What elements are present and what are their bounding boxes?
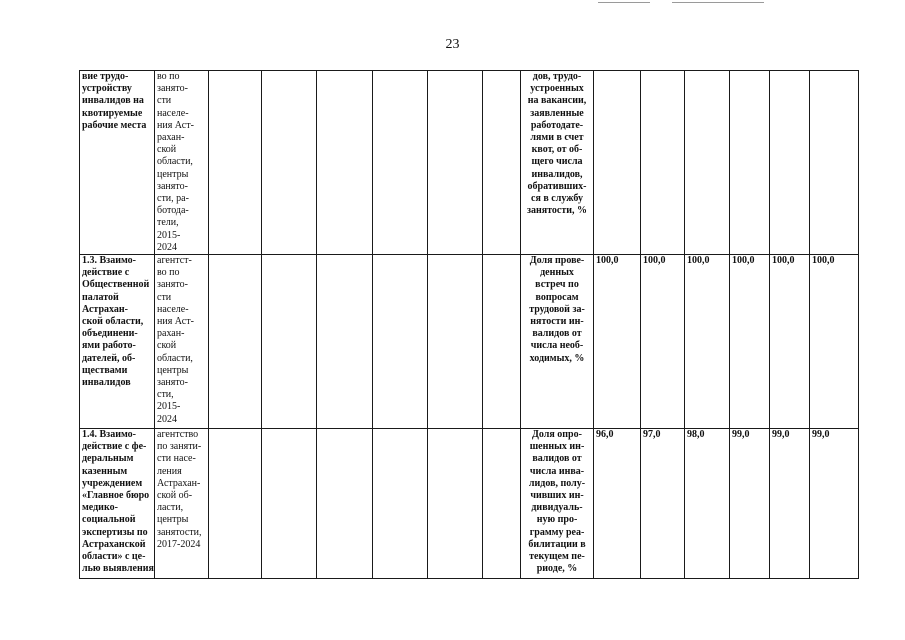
indicator-line: заявленные xyxy=(530,107,584,119)
executor-line: центры xyxy=(157,364,189,376)
value-cell: 99,0 xyxy=(770,429,810,579)
value-cell xyxy=(730,71,770,255)
indicator-line: Доля прове- xyxy=(529,255,585,267)
task-line: 1.4. Взаимо- xyxy=(82,429,136,441)
task-line: деральным xyxy=(82,453,134,465)
executor-cell xyxy=(155,71,209,255)
executor-line: населе- xyxy=(157,107,189,119)
task-line: ской области, xyxy=(82,316,144,328)
task-line: рабочие места xyxy=(82,119,147,131)
task-line: лью выявления xyxy=(82,563,154,575)
header-line-left xyxy=(598,2,650,3)
page-number: 23 xyxy=(445,37,460,52)
task-cell xyxy=(80,429,155,579)
indicator-line: трудовой за- xyxy=(529,303,585,315)
task-line: квотируемые xyxy=(82,107,143,119)
indicator-line: щего числа xyxy=(531,156,583,168)
task-line: учреждением xyxy=(82,477,143,489)
executor-line: 2015- xyxy=(157,401,181,413)
empty-cell xyxy=(262,255,317,429)
indicator-line: валидов от xyxy=(532,328,582,340)
task-line: инвалидов на xyxy=(82,95,144,107)
indicator-line: вопросам xyxy=(535,291,579,303)
executor-line: центры xyxy=(157,168,189,180)
value-cell xyxy=(594,71,641,255)
task-line: Астраханской xyxy=(82,538,146,550)
executor-line: агентство xyxy=(157,429,199,441)
value-cell: 100,0 xyxy=(810,255,859,429)
task-line: Общественной xyxy=(82,279,150,291)
indicator-line: денных xyxy=(540,267,574,279)
task-line: 1.3. Взаимо- xyxy=(82,255,136,267)
executor-line: сти, xyxy=(157,389,174,401)
empty-cell xyxy=(428,429,483,579)
executor-line: рахан- xyxy=(157,328,185,340)
value-cell xyxy=(685,71,730,255)
executor-line: ской об- xyxy=(157,490,193,502)
empty-cell xyxy=(483,71,521,255)
indicator-line: чивших ин- xyxy=(530,490,584,502)
indicator-line: на вакансии, xyxy=(527,95,587,107)
task-line: социальной xyxy=(82,514,136,526)
executor-line: 2015- xyxy=(157,229,181,241)
task-line: казенным xyxy=(82,465,128,477)
value-cell: 100,0 xyxy=(594,255,641,429)
executor-line: занято- xyxy=(157,180,188,192)
executor-line: области, xyxy=(157,352,193,364)
table-row xyxy=(80,429,859,579)
indicator-line: лидов, полу- xyxy=(528,477,586,489)
value-cell: 100,0 xyxy=(641,255,685,429)
indicator-line: билитации в xyxy=(528,538,586,550)
indicator-line: ходимых, % xyxy=(529,352,585,364)
empty-cell xyxy=(483,255,521,429)
indicator-line: лями в счет xyxy=(530,132,584,144)
task-line: области» с це- xyxy=(82,551,146,563)
task-line: объединени- xyxy=(82,328,138,340)
executor-line: ласти, xyxy=(157,502,184,514)
indicator-cell xyxy=(521,255,594,429)
task-line: действие с фе- xyxy=(82,441,147,453)
value-cell: 99,0 xyxy=(730,429,770,579)
table-row xyxy=(80,255,859,429)
value-cell: 97,0 xyxy=(641,429,685,579)
task-line: вие трудо- xyxy=(82,71,129,82)
task-line: экспертизы по xyxy=(82,526,148,538)
value-cell: 100,0 xyxy=(685,255,730,429)
value-cell: 99,0 xyxy=(810,429,859,579)
indicator-line: валидов от xyxy=(532,453,582,465)
task-line: действие с xyxy=(82,267,130,279)
task-line: дателей, об- xyxy=(82,352,136,364)
indicator-line: шенных ин- xyxy=(529,441,585,453)
indicator-line: числа необ- xyxy=(530,340,584,352)
executor-line: сти xyxy=(157,291,172,303)
task-line: инвалидов xyxy=(82,377,131,389)
task-cell xyxy=(80,255,155,429)
executor-line: 2024 xyxy=(157,413,177,425)
executor-line: центры xyxy=(157,514,189,526)
indicator-line: грамму реа- xyxy=(529,526,585,538)
executor-line: ния Аст- xyxy=(157,119,194,131)
empty-cell xyxy=(262,429,317,579)
executor-line: населе- xyxy=(157,303,189,315)
value-cell: 96,0 xyxy=(594,429,641,579)
indicator-cell xyxy=(521,429,594,579)
indicator-line: занятости, % xyxy=(526,205,588,217)
empty-cell xyxy=(428,255,483,429)
indicator-line: дивидуаль- xyxy=(531,502,583,514)
empty-cell xyxy=(428,71,483,255)
task-line: «Главное бюро xyxy=(82,490,150,502)
executor-line: тели, xyxy=(157,217,179,229)
value-cell: 98,0 xyxy=(685,429,730,579)
task-line: Астрахан- xyxy=(82,303,128,315)
executor-line: области, xyxy=(157,156,193,168)
executor-line: ления xyxy=(157,465,182,477)
indicator-line: ную про- xyxy=(536,514,578,526)
value-cell xyxy=(770,71,810,255)
empty-cell xyxy=(317,255,373,429)
executor-line: ботода- xyxy=(157,205,189,217)
executor-line: ской xyxy=(157,144,177,156)
indicator-line: риоде, % xyxy=(536,563,578,575)
value-cell: 100,0 xyxy=(770,255,810,429)
executor-line: ской xyxy=(157,340,177,352)
executor-line: Астрахан- xyxy=(157,477,201,489)
empty-cell xyxy=(317,71,373,255)
header-line-right xyxy=(672,2,764,3)
empty-cell xyxy=(483,429,521,579)
table-row xyxy=(80,71,859,255)
indicator-line: встреч по xyxy=(535,279,579,291)
empty-cell xyxy=(209,255,262,429)
value-cell: 100,0 xyxy=(730,255,770,429)
executor-line: ния Аст- xyxy=(157,316,194,328)
task-line: ями работо- xyxy=(82,340,136,352)
executor-line: сти xyxy=(157,95,172,107)
executor-line: во по xyxy=(157,267,180,279)
value-cell xyxy=(641,71,685,255)
empty-cell xyxy=(209,429,262,579)
task-cell xyxy=(80,71,155,255)
executor-line: занятости, xyxy=(157,526,202,538)
executor-line: во по xyxy=(157,71,180,82)
task-line: палатой xyxy=(82,291,119,303)
task-line: ществами xyxy=(82,364,128,376)
indicator-line: квот, от об- xyxy=(531,144,583,156)
indicator-line: инвалидов, xyxy=(531,168,583,180)
executor-line: по заняти- xyxy=(157,441,202,453)
executor-cell xyxy=(155,255,209,429)
empty-cell xyxy=(317,429,373,579)
indicator-line: числа инва- xyxy=(529,465,585,477)
indicator-line: дов, трудо- xyxy=(532,71,582,82)
data-table xyxy=(79,70,859,579)
executor-line: сти насе- xyxy=(157,453,196,465)
executor-line: 2017-2024 xyxy=(157,538,201,550)
executor-line: сти, ра- xyxy=(157,193,189,205)
empty-cell xyxy=(373,429,428,579)
indicator-line: нятости ин- xyxy=(530,316,584,328)
indicator-line: текущем пе- xyxy=(529,551,585,563)
empty-cell xyxy=(262,71,317,255)
empty-cell xyxy=(373,71,428,255)
indicator-line: устроенных xyxy=(530,83,584,95)
indicator-line: ся в службу xyxy=(531,193,583,205)
task-line: устройству xyxy=(82,83,132,95)
executor-line: занято- xyxy=(157,377,188,389)
empty-cell xyxy=(373,255,428,429)
executor-line: занято- xyxy=(157,279,188,291)
indicator-cell xyxy=(521,71,594,255)
executor-line: агентст- xyxy=(157,255,192,267)
value-cell xyxy=(810,71,859,255)
executor-line: рахан- xyxy=(157,132,185,144)
indicator-line: работодате- xyxy=(530,119,584,131)
empty-cell xyxy=(209,71,262,255)
indicator-line: Доля опро- xyxy=(532,429,582,441)
task-line: медико- xyxy=(82,502,118,514)
executor-line: 2024 xyxy=(157,241,177,253)
executor-line: занято- xyxy=(157,83,188,95)
indicator-line: обративших- xyxy=(527,180,587,192)
executor-cell xyxy=(155,429,209,579)
